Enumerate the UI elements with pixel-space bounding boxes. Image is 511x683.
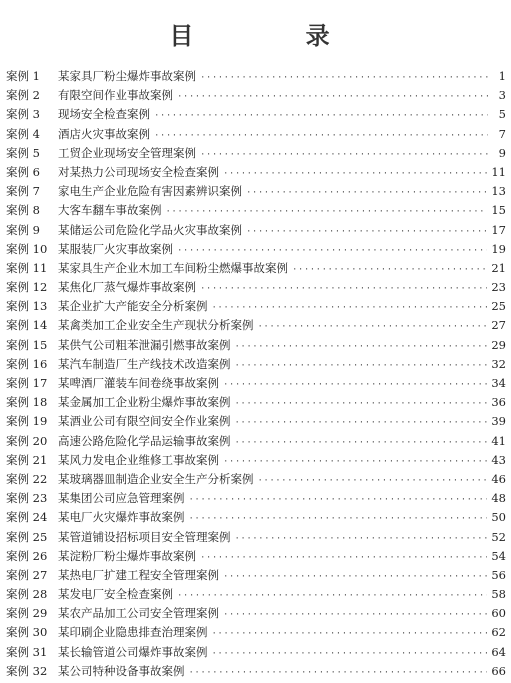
dot-leader bbox=[200, 549, 487, 568]
case-number: 案例 14 bbox=[6, 318, 48, 333]
case-number: 案例 2 bbox=[6, 88, 40, 103]
toc-entry[interactable] bbox=[6, 144, 506, 163]
dot-leader bbox=[292, 261, 487, 280]
toc-entry[interactable] bbox=[6, 604, 506, 623]
dot-leader bbox=[223, 376, 487, 395]
page-number: 9 bbox=[498, 145, 506, 160]
toc-list bbox=[6, 67, 506, 681]
case-title: 某淀粉厂粉尘爆炸事故案例 bbox=[58, 548, 196, 563]
toc-entry[interactable] bbox=[6, 508, 506, 527]
dot-leader bbox=[235, 357, 488, 376]
case-title: 某电厂火灾爆炸事故案例 bbox=[58, 510, 185, 525]
case-title: 某印刷企业隐患排查治理案例 bbox=[58, 625, 208, 640]
case-title: 某集团公司应急管理案例 bbox=[58, 491, 185, 506]
dot-leader bbox=[177, 587, 487, 606]
dot-leader bbox=[200, 69, 488, 88]
dot-leader bbox=[154, 107, 488, 126]
page-number: 27 bbox=[491, 318, 506, 333]
case-title: 某禽类加工企业安全生产现状分析案例 bbox=[58, 318, 254, 333]
toc-entry[interactable] bbox=[6, 355, 506, 374]
page-number: 56 bbox=[491, 567, 506, 582]
dot-leader bbox=[223, 568, 487, 587]
toc-entry[interactable] bbox=[6, 240, 506, 259]
dot-leader bbox=[177, 88, 488, 107]
dot-leader bbox=[212, 645, 488, 664]
page-number: 21 bbox=[491, 260, 506, 275]
dot-leader bbox=[154, 127, 488, 146]
page-number: 54 bbox=[491, 548, 506, 563]
case-number: 案例 20 bbox=[6, 433, 48, 448]
case-title: 高速公路危险化学品运输事故案例 bbox=[58, 433, 231, 448]
page-number: 17 bbox=[491, 222, 506, 237]
dot-leader bbox=[223, 165, 487, 184]
case-number: 案例 28 bbox=[6, 587, 48, 602]
case-title: 大客车翻车事故案例 bbox=[58, 203, 162, 218]
dot-leader bbox=[189, 664, 488, 683]
dot-leader bbox=[200, 146, 488, 165]
case-title: 有限空间作业事故案例 bbox=[58, 88, 173, 103]
toc-entry[interactable] bbox=[6, 623, 506, 642]
toc-entry[interactable] bbox=[6, 182, 506, 201]
page-number: 5 bbox=[498, 107, 506, 122]
case-number: 案例 6 bbox=[6, 164, 40, 179]
case-title: 某热电厂扩建工程安全管理案例 bbox=[58, 567, 219, 582]
toc-entry[interactable] bbox=[6, 336, 506, 355]
dot-leader bbox=[235, 434, 488, 453]
dot-leader bbox=[235, 414, 488, 433]
case-number: 案例 18 bbox=[6, 395, 48, 410]
toc-entry[interactable] bbox=[6, 412, 506, 431]
case-number: 案例 30 bbox=[6, 625, 48, 640]
case-number: 案例 19 bbox=[6, 414, 48, 429]
page-number: 50 bbox=[491, 510, 506, 525]
page-number: 23 bbox=[491, 280, 506, 295]
case-title: 酒店火灾事故案例 bbox=[58, 126, 150, 141]
case-number: 案例 17 bbox=[6, 376, 48, 390]
case-title: 对某热力公司现场安全检查案例 bbox=[58, 164, 219, 179]
case-title: 某啤酒厂灌装车间卷绕事故案例 bbox=[58, 376, 219, 390]
case-number: 案例 32 bbox=[6, 663, 48, 678]
case-title: 现场安全检查案例 bbox=[58, 107, 150, 122]
case-number: 案例 1 bbox=[6, 69, 40, 83]
case-title: 某服装厂火灾事故案例 bbox=[58, 241, 173, 256]
toc-entry[interactable] bbox=[6, 585, 506, 604]
page-number: 3 bbox=[498, 88, 506, 103]
dot-leader bbox=[212, 625, 488, 644]
page-number: 36 bbox=[491, 395, 506, 410]
dot-leader bbox=[200, 280, 487, 299]
page-number: 62 bbox=[491, 625, 506, 640]
page-number: 39 bbox=[491, 414, 506, 429]
page-number: 29 bbox=[491, 337, 506, 352]
case-number: 案例 23 bbox=[6, 491, 48, 506]
case-title: 某储运公司危险化学品火灾事故案例 bbox=[58, 222, 242, 237]
page-number: 1 bbox=[498, 69, 506, 83]
toc-entry[interactable] bbox=[6, 125, 506, 144]
toc-entry[interactable] bbox=[6, 547, 506, 566]
page-number: 11 bbox=[491, 164, 506, 179]
case-number: 案例 31 bbox=[6, 644, 48, 659]
case-title: 某家具生产企业木加工车间粉尘燃爆事故案例 bbox=[58, 260, 288, 275]
case-number: 案例 10 bbox=[6, 241, 48, 256]
dot-leader bbox=[223, 606, 487, 625]
dot-leader bbox=[235, 395, 488, 414]
toc-entry[interactable] bbox=[6, 221, 506, 240]
case-number: 案例 26 bbox=[6, 548, 48, 563]
case-number: 案例 13 bbox=[6, 299, 48, 314]
dot-leader bbox=[246, 223, 487, 242]
case-number: 案例 3 bbox=[6, 107, 40, 122]
toc-entry[interactable] bbox=[6, 163, 506, 182]
case-title: 某焦化厂蒸气爆炸事故案例 bbox=[58, 280, 196, 295]
dot-leader bbox=[258, 318, 488, 337]
toc-entry[interactable] bbox=[6, 662, 506, 681]
case-number: 案例 5 bbox=[6, 145, 40, 160]
case-title: 某酒业公司有限空间安全作业案例 bbox=[58, 414, 231, 429]
page-number: 15 bbox=[491, 203, 506, 218]
toc-entry[interactable] bbox=[6, 470, 506, 489]
page-number: 58 bbox=[491, 587, 506, 602]
case-title: 某汽车制造厂生产线技术改造案例 bbox=[58, 356, 231, 371]
dot-leader bbox=[235, 530, 488, 549]
page-number: 43 bbox=[491, 452, 506, 467]
case-number: 案例 27 bbox=[6, 567, 48, 582]
toc-entry[interactable] bbox=[6, 566, 506, 585]
case-title: 工贸企业现场安全管理案例 bbox=[58, 145, 196, 160]
dot-leader bbox=[223, 453, 487, 472]
case-number: 案例 12 bbox=[6, 280, 48, 295]
page-number: 48 bbox=[491, 491, 506, 506]
case-number: 案例 29 bbox=[6, 606, 48, 621]
toc-entry[interactable] bbox=[6, 393, 506, 412]
page-number: 13 bbox=[491, 184, 506, 199]
case-number: 案例 16 bbox=[6, 356, 48, 371]
case-title: 某企业扩大产能安全分析案例 bbox=[58, 299, 208, 314]
case-number: 案例 22 bbox=[6, 471, 48, 486]
case-number: 案例 4 bbox=[6, 126, 40, 141]
page-number: 52 bbox=[491, 529, 506, 544]
dot-leader bbox=[258, 472, 488, 491]
case-title: 某风力发电企业维修工事故案例 bbox=[58, 452, 219, 467]
case-number: 案例 21 bbox=[6, 452, 48, 467]
page-number: 41 bbox=[491, 433, 506, 448]
toc-entry[interactable] bbox=[6, 643, 506, 662]
case-number: 案例 8 bbox=[6, 203, 40, 218]
toc-entry[interactable] bbox=[6, 528, 506, 547]
case-number: 案例 11 bbox=[6, 260, 48, 275]
page-number: 64 bbox=[491, 644, 506, 659]
case-title: 某发电厂安全检查案例 bbox=[58, 587, 173, 602]
case-title: 某家具厂粉尘爆炸事故案例 bbox=[58, 69, 196, 83]
case-number: 案例 9 bbox=[6, 222, 40, 237]
toc-entry[interactable] bbox=[6, 259, 506, 278]
page-number: 7 bbox=[498, 126, 506, 141]
case-number: 案例 7 bbox=[6, 184, 40, 199]
case-title: 某玻璃器皿制造企业安全生产分析案例 bbox=[58, 471, 254, 486]
case-title: 某金属加工企业粉尘爆炸事故案例 bbox=[58, 395, 231, 410]
case-title: 某公司特种设备事故案例 bbox=[58, 663, 185, 678]
case-title: 某供气公司粗苯泄漏引燃事故案例 bbox=[58, 337, 231, 352]
page-number: 46 bbox=[491, 471, 506, 486]
case-title: 某管道铺设招标项目安全管理案例 bbox=[58, 529, 231, 544]
case-title: 某长输管道公司爆炸事故案例 bbox=[58, 644, 208, 659]
case-number: 案例 15 bbox=[6, 337, 48, 352]
toc-entry[interactable] bbox=[6, 297, 506, 316]
page-number: 19 bbox=[491, 241, 506, 256]
page-number: 25 bbox=[491, 299, 506, 314]
toc-entry[interactable] bbox=[6, 489, 506, 508]
toc-entry[interactable] bbox=[6, 432, 506, 451]
dot-leader bbox=[235, 338, 488, 357]
dot-leader bbox=[189, 491, 488, 510]
case-number: 案例 24 bbox=[6, 510, 48, 525]
case-title: 某农产品加工公司安全管理案例 bbox=[58, 606, 219, 621]
toc-entry[interactable] bbox=[6, 278, 506, 297]
page-number: 32 bbox=[491, 356, 506, 371]
page-title: 目 录 bbox=[169, 21, 382, 50]
toc-entry[interactable] bbox=[6, 201, 506, 220]
case-title: 家电生产企业危险有害因素辨识案例 bbox=[58, 184, 242, 199]
page-number: 34 bbox=[491, 376, 506, 390]
toc-entry[interactable] bbox=[6, 316, 506, 335]
case-number: 案例 25 bbox=[6, 529, 48, 544]
toc-entry[interactable] bbox=[6, 86, 506, 105]
toc-entry[interactable] bbox=[6, 105, 506, 124]
page-number: 66 bbox=[491, 663, 506, 678]
toc-entry[interactable] bbox=[6, 451, 506, 470]
dot-leader bbox=[246, 184, 487, 203]
toc-entry[interactable] bbox=[6, 374, 506, 393]
page-number: 60 bbox=[491, 606, 506, 621]
toc-entry[interactable] bbox=[6, 67, 506, 86]
